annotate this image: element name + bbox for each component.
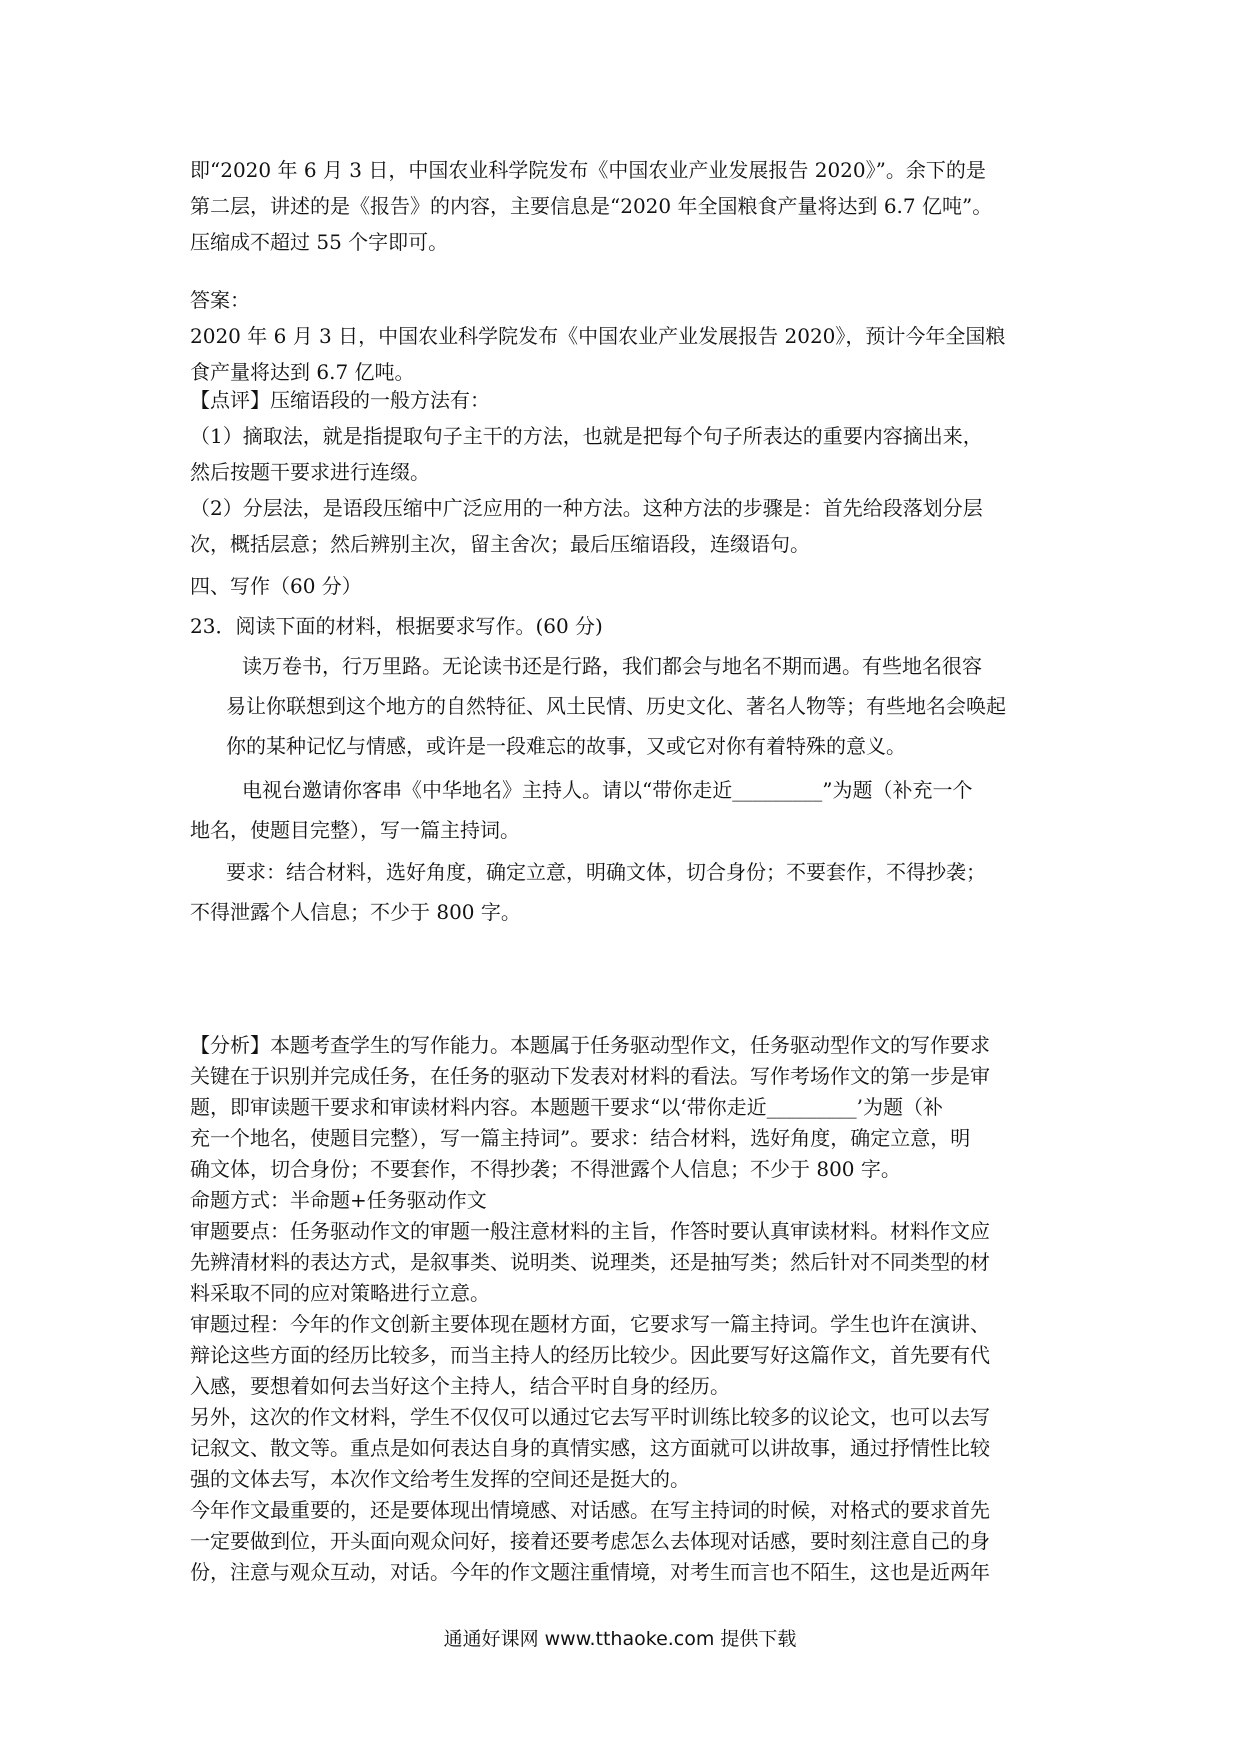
text-line: 压缩成不超过 55 个字即可。 xyxy=(190,230,449,254)
analysis-block xyxy=(190,1030,1060,1588)
page-footer: 通通好课网 www.tthaoke.com 提供下载 xyxy=(443,1628,797,1650)
text-line: 辩论这些方面的经历比较多，而当主持人的经历比较少。因此要写好这篇作文，首先要有代 xyxy=(190,1343,990,1367)
text-line: 易让你联想到这个地方的自然特征、风土民情、历史文化、著名人物等；有些地名会唤起 xyxy=(226,694,1006,718)
answer-label: 答案： xyxy=(190,288,250,312)
text-line: 次，概括层意；然后辨别主次，留主舍次；最后压缩语段，连缀语句。 xyxy=(190,532,810,556)
intro-paragraph xyxy=(190,152,1060,260)
question-line: 23．阅读下面的材料，根据要求写作。(60 分) xyxy=(190,614,603,638)
text-line: 关键在于识别并完成任务，在任务的驱动下发表对材料的看法。写作考场作文的第一步是审 xyxy=(190,1064,990,1088)
text-line: 记叙文、散文等。重点是如何表达自身的真情实感，这方面就可以讲故事，通过抒情性比较 xyxy=(190,1436,990,1460)
text-line: 命题方式：半命题+任务驱动作文 xyxy=(190,1188,487,1212)
text-line: 强的文体去写，本次作文给考生发挥的空间还是挺大的。 xyxy=(190,1467,690,1491)
text-line: 先辨清材料的表达方式，是叙事类、说明类、说理类，还是抽写类；然后针对不同类型的材 xyxy=(190,1250,990,1274)
task-paragraph xyxy=(190,770,1060,850)
text-line: 即“2020 年 6 月 3 日，中国农业科学院发布《中国农业产业发展报告 2020》”。余下的是 xyxy=(190,158,986,182)
requirements-paragraph xyxy=(190,852,1060,932)
text-line: 要求：结合材料，选好角度，确定立意，明确文体，切合身份；不要套作，不得抄袭； xyxy=(226,860,986,884)
section-title: 四、写作（60 分） xyxy=(190,574,362,598)
text-line: 确文体，切合身份；不要套作，不得抄袭；不得泄露个人信息；不少于 800 字。 xyxy=(190,1157,901,1181)
text-line: 份，注意与观众互动，对话。今年的作文题注重情境，对考生而言也不陌生，这也是近两年 xyxy=(190,1560,990,1584)
text-line: 电视台邀请你客串《中华地名》主持人。请以“带你走近_________”为题（补充一个 xyxy=(242,778,973,802)
text-line: 然后按题干要求进行连缀。 xyxy=(190,460,430,484)
text-line: 第二层，讲述的是《报告》的内容，主要信息是“2020 年全国粮食产量将达到 6.7 亿吨”。 xyxy=(190,194,993,218)
text-line: 食产量将达到 6.7 亿吨。 xyxy=(190,360,415,384)
text-line: 今年作文最重要的，还是要体现出情境感、对话感。在写主持词的时候，对格式的要求首先 xyxy=(190,1498,990,1522)
text-line: 你的某种记忆与情感，或许是一段难忘的故事，又或它对你有着特殊的意义。 xyxy=(226,734,906,758)
text-line: （2）分层法，是语段压缩中广泛应用的一种方法。这种方法的步骤是：首先给段落划分层 xyxy=(190,496,983,520)
text-line: 题，即审读题干要求和审读材料内容。本题题干要求“以‘带你走近_________’为题（补 xyxy=(190,1095,943,1119)
text-line: 不得泄露个人信息；不少于 800 字。 xyxy=(190,900,521,924)
text-line: 读万卷书，行万里路。无论读书还是行路，我们都会与地名不期而遇。有些地名很容 xyxy=(242,654,982,678)
text-line: 充一个地名，使题目完整），写一篇主持词”。要求：结合材料，选好角度，确定立意，明 xyxy=(190,1126,971,1150)
text-line: 【分析】本题考查学生的写作能力。本题属于任务驱动型作文，任务驱动型作文的写作要求 xyxy=(190,1033,990,1057)
text-line: 入感，要想着如何去当好这个主持人，结合平时自身的经历。 xyxy=(190,1374,730,1398)
text-line: 另外，这次的作文材料，学生不仅仅可以通过它去写平时训练比较多的议论文，也可以去写 xyxy=(190,1405,990,1429)
text-line: 一定要做到位，开头面向观众问好，接着还要考虑怎么去体现对话感，要时刻注意自己的身 xyxy=(190,1529,990,1553)
material-paragraph xyxy=(190,646,1060,766)
text-line: （1）摘取法，就是指提取句子主干的方法，也就是把每个句子所表达的重要内容摘出来， xyxy=(190,424,983,448)
text-line: 审题要点：任务驱动作文的审题一般注意材料的主旨，作答时要认真审读材料。材料作文应 xyxy=(190,1219,990,1243)
text-line: 料采取不同的应对策略进行立意。 xyxy=(190,1281,490,1305)
comment-block xyxy=(190,382,1060,562)
answer-block xyxy=(190,282,1060,390)
text-line: 2020 年 6 月 3 日，中国农业科学院发布《中国农业产业发展报告 2020》，预计今年全国粮 xyxy=(190,324,1006,348)
text-line: 审题过程：今年的作文创新主要体现在题材方面，它要求写一篇主持词。学生也许在演讲、 xyxy=(190,1312,990,1336)
comment-title: 【点评】压缩语段的一般方法有： xyxy=(190,388,490,412)
text-line: 地名，使题目完整），写一篇主持词。 xyxy=(190,818,520,842)
